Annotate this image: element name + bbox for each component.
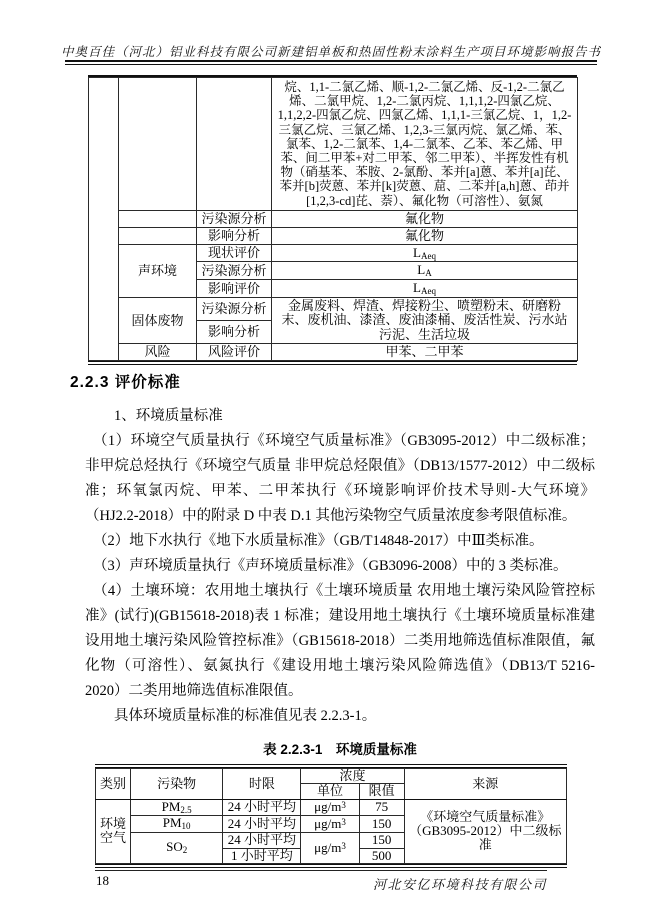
time-cell: 24 小时平均 xyxy=(223,816,301,833)
footer-company: 河北安亿环境科技有限公司 xyxy=(372,877,547,892)
col-header-unit: 单位 xyxy=(301,784,359,799)
body-paragraph: （1）环境空气质量执行《环境空气质量标准》（GB3095-2012）中二级标准；非甲烷总烃执行《环境空气质量 非甲烷总烃限值》（DB13/1577-2012）中二级标准；环氧氯丙烷、甲苯、二甲苯执行《环境影响评价技术导则-大气环境》（HJ2.2-2018）中的附录 D 中表 D.1 其他污染物空气质量浓度参考限值标准。 xyxy=(85,433,595,524)
voc-list-cell: 烷、1,1-二氯乙烯、顺-1,2-二氯乙烯、反-1,2-二氯乙烯、二氯甲烷、1,2-二氯丙烷、1,1,1,2-四氯乙烷、1,1,2,2-四氯乙烷、四氯乙烯、1,1,1-三氯乙烷、1，1,2-三氯乙烷、三氯乙烯、1,2,3-三氯丙烷、氯乙烯、苯、氯苯、1,2-二氯苯、1,4-二氯苯、乙苯、苯乙烯、甲苯、间二甲苯+对二甲苯、邻二甲苯）、半挥发性有机物（硝基苯、苯胺、2-氯酚、苯并[a]蒽、苯并[a]芘、苯并[b]荧蒽、苯并[k]荧蒽、䓛、二苯并[a,h]蒽、茚并[1,2,3-cd]芘、萘）、氟化物（可溶性）、氨氮 xyxy=(272,78,578,211)
row-label-cell: 现状评价 xyxy=(197,244,272,262)
table-header-row xyxy=(96,769,567,784)
standards-table xyxy=(95,764,567,868)
category-cell: 声环境 xyxy=(119,244,197,297)
header-rule xyxy=(65,60,597,65)
table-row xyxy=(89,297,578,320)
row-label-cell: 影响评价 xyxy=(197,280,272,298)
table-row xyxy=(89,78,578,211)
value-cell: $L_{Aeq}$ xyxy=(272,280,578,298)
row-label-cell: 影响分析 xyxy=(197,320,272,343)
limit-cell: 150 xyxy=(359,816,404,833)
factor-screening-table xyxy=(88,75,577,365)
body-paragraph: 1、环境质量标准 xyxy=(114,408,223,424)
body-paragraph: 具体环境质量标准的标准值见表 2.2.3-1。 xyxy=(114,708,377,724)
category-cell: 风险 xyxy=(119,344,197,361)
limit-cell: 500 xyxy=(359,848,404,863)
value-cell: 氟化物 xyxy=(272,210,578,227)
section-heading: 2.2.3 评价标准 xyxy=(70,374,181,391)
table-row xyxy=(96,799,567,816)
col-header-concentration: 浓度 xyxy=(301,769,404,784)
pollutant-cell: $PM_{10}$ xyxy=(131,816,223,833)
col-header-source: 来源 xyxy=(404,769,566,800)
section-body xyxy=(70,370,597,729)
empty-cell xyxy=(119,210,197,227)
category-cell: 固体废物 xyxy=(119,297,197,344)
row-label-cell: 污染源分析 xyxy=(197,262,272,280)
time-cell: 24 小时平均 xyxy=(223,799,301,816)
row-label-cell: 污染源分析 xyxy=(197,210,272,227)
body-paragraph: （3）声环境质量执行《声环境质量标准》（GB3096-2008）中的 3 类标准。 xyxy=(92,558,568,574)
row-label-cell: 风险评价 xyxy=(197,344,272,361)
footer-page-number: 18 xyxy=(96,873,109,888)
empty-cell xyxy=(119,78,197,211)
footer-rule xyxy=(95,870,547,871)
table-row xyxy=(89,244,578,262)
table-row xyxy=(89,344,578,361)
limit-cell: 75 xyxy=(359,799,404,816)
table-row xyxy=(89,227,578,244)
limit-cell: 150 xyxy=(359,833,404,848)
col-header-limit: 限值 xyxy=(359,784,404,799)
col-header-pollutant: 污染物 xyxy=(131,769,223,800)
col-header-time: 时限 xyxy=(223,769,301,800)
value-cell: 氟化物 xyxy=(272,227,578,244)
unit-cell: $\mu g/m^3$ xyxy=(301,799,359,816)
empty-cell xyxy=(119,227,197,244)
unit-cell: $\mu g/m^3$ xyxy=(301,816,359,833)
value-cell: $L_A$ xyxy=(272,262,578,280)
body-paragraph: （2）地下水执行《地下水质量标准》（GB/T14848-2017）中Ⅲ类标准。 xyxy=(92,533,544,549)
value-cell: $L_{Aeq}$ xyxy=(272,244,578,262)
time-cell: 1 小时平均 xyxy=(223,848,301,863)
value-cell: 金属废料、焊渣、焊接粉尘、喷塑粉末、研磨粉末、废机油、漆渣、废油漆桶、废活性炭、污水站污泥、生活垃圾 xyxy=(272,297,578,344)
empty-left-cell xyxy=(89,78,119,361)
category-cell: 环境 空气 xyxy=(96,799,131,863)
header-title: 中奥百佳（河北）铝业科技有限公司新建铝单板和热固性粉末涂料生产项目环境影响报告书 xyxy=(60,45,601,59)
table-caption: 表 2.2.3-1 环境质量标准 xyxy=(263,742,417,757)
row-label-cell: 影响分析 xyxy=(197,227,272,244)
empty-cell xyxy=(197,78,272,211)
time-cell: 24 小时平均 xyxy=(223,833,301,848)
table-row xyxy=(89,210,578,227)
unit-cell: $\mu g/m^3$ xyxy=(301,833,359,864)
col-header-category: 类别 xyxy=(96,769,131,800)
value-cell: 甲苯、二甲苯 xyxy=(272,344,578,361)
pollutant-cell: $SO_2$ xyxy=(131,833,223,864)
pollutant-cell: $PM_{2.5}$ xyxy=(131,799,223,816)
row-label-cell: 污染源分析 xyxy=(197,297,272,320)
body-paragraph: （4）土壤环境：农用地土壤执行《土壤环境质量 农用地土壤污染风险管控标准》(试行)(GB15618-2018)表 1 标准；建设用地土壤执行《土壤环境质量标准建设用地土壤污染风险管控标准》（GB15618-2018）二类用地筛选值标准限值，氟化物（可溶性）、氨氮执行《建设用地土壤污染风险筛选值》（DB13/T 5216-2020）二类用地筛选值标准限值。 xyxy=(85,583,595,699)
source-cell: 《环境空气质量标准》（GB3095-2012）中二级标准 xyxy=(404,799,566,863)
